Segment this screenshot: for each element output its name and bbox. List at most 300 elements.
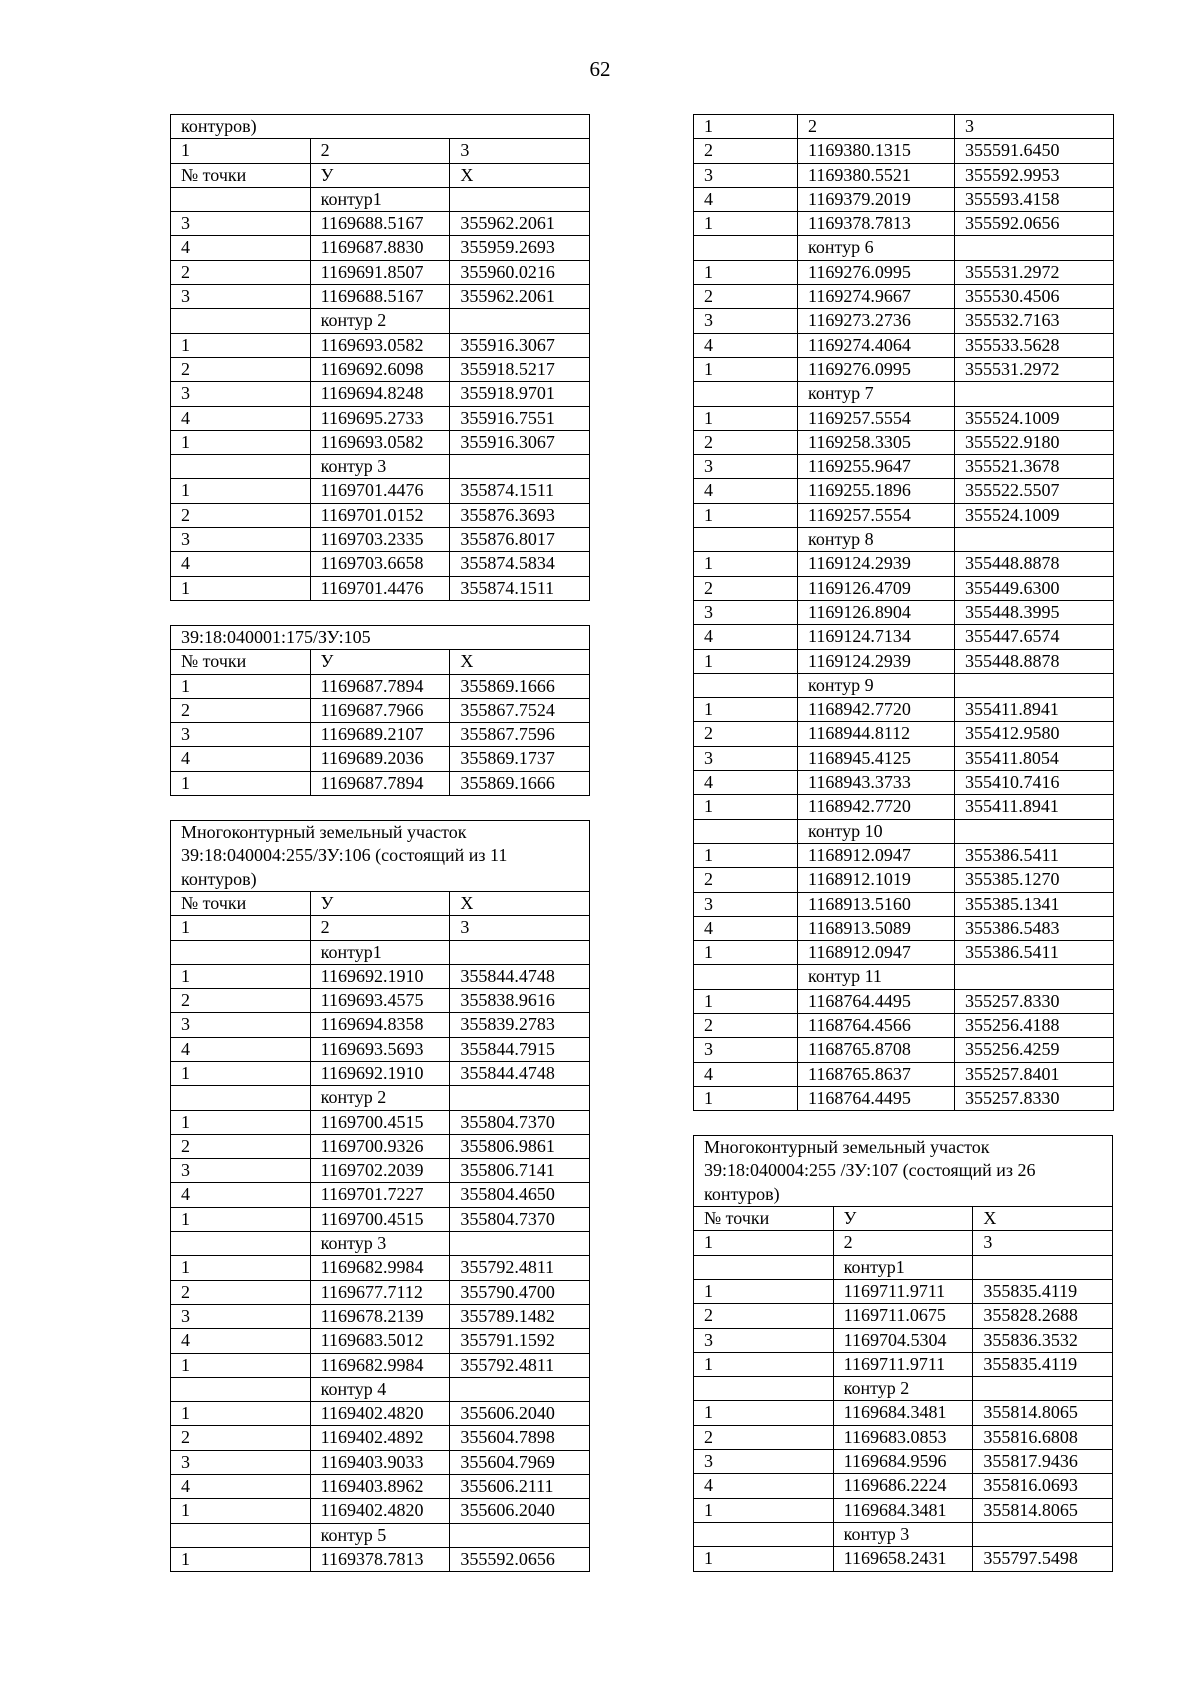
y-coordinate-cell: 1169701.0152 xyxy=(310,503,450,527)
table-row xyxy=(171,989,590,1013)
y-coordinate-cell: 1169276.0995 xyxy=(798,357,955,381)
point-number-cell: 4 xyxy=(171,406,311,430)
point-number-cell xyxy=(171,309,311,333)
point-number-cell xyxy=(171,940,311,964)
x-coordinate-cell: 355606.2111 xyxy=(450,1475,590,1499)
y-coordinate-cell: 2 xyxy=(310,139,450,163)
coordinates-table xyxy=(693,114,1114,1111)
table-row xyxy=(171,674,590,698)
table-row xyxy=(171,406,590,430)
point-number-cell: 2 xyxy=(171,989,311,1013)
y-coordinate-cell: 1169683.0853 xyxy=(833,1425,973,1449)
table-row xyxy=(694,333,1114,357)
point-number-cell: 1 xyxy=(694,406,798,430)
table-row xyxy=(694,795,1114,819)
table-row xyxy=(171,1134,590,1158)
point-number-cell: 4 xyxy=(694,1474,834,1498)
point-number-cell xyxy=(171,1086,311,1110)
table-row xyxy=(694,576,1114,600)
table-title: контуров) xyxy=(171,115,590,139)
table-title-row xyxy=(171,115,590,139)
point-number-cell xyxy=(694,236,798,260)
y-coordinate-cell: 1169701.4476 xyxy=(310,479,450,503)
y-coordinate-cell: 1169688.5167 xyxy=(310,212,450,236)
table-row xyxy=(171,723,590,747)
y-coordinate-cell: 1169124.2939 xyxy=(798,649,955,673)
point-number-cell: 1 xyxy=(171,1061,311,1085)
y-coordinate-cell: контур 10 xyxy=(798,819,955,843)
x-coordinate-cell xyxy=(955,236,1114,260)
point-number-cell: 3 xyxy=(171,1450,311,1474)
x-coordinate-cell: 355791.1592 xyxy=(450,1329,590,1353)
table-title: Многоконтурный земельный участок 39:18:040004:255 /ЗУ:107 (состоящий из 26 контуров) xyxy=(694,1136,1113,1207)
point-number-cell: № точки xyxy=(171,163,311,187)
x-coordinate-cell: 355836.3532 xyxy=(973,1328,1113,1352)
x-coordinate-cell: 355256.4188 xyxy=(955,1013,1114,1037)
x-coordinate-cell: 355411.8941 xyxy=(955,795,1114,819)
x-coordinate-cell xyxy=(955,382,1114,406)
point-number-cell: 3 xyxy=(171,1159,311,1183)
point-number-cell xyxy=(694,1522,834,1546)
x-coordinate-cell xyxy=(955,673,1114,697)
y-coordinate-cell: 1169687.7894 xyxy=(310,771,450,795)
table-row xyxy=(694,163,1114,187)
x-coordinate-cell xyxy=(973,1377,1113,1401)
coordinates-table xyxy=(693,1135,1113,1571)
y-coordinate-cell: 1169711.0675 xyxy=(833,1304,973,1328)
point-number-cell xyxy=(694,382,798,406)
table-row xyxy=(694,965,1114,989)
point-number-cell: 1 xyxy=(694,698,798,722)
table-row xyxy=(694,406,1114,430)
point-number-cell: 2 xyxy=(694,868,798,892)
y-coordinate-cell: 1169684.3481 xyxy=(833,1401,973,1425)
table-row xyxy=(694,941,1114,965)
y-coordinate-cell: 1169700.4515 xyxy=(310,1110,450,1134)
x-coordinate-cell: 355257.8330 xyxy=(955,989,1114,1013)
point-number-cell: 2 xyxy=(171,1426,311,1450)
y-coordinate-cell: 1169255.1896 xyxy=(798,479,955,503)
point-number-cell: 2 xyxy=(694,139,798,163)
x-coordinate-cell: 355522.9180 xyxy=(955,430,1114,454)
table-row xyxy=(694,503,1114,527)
point-number-cell: 1 xyxy=(694,552,798,576)
y-coordinate-cell: 1169687.7966 xyxy=(310,698,450,722)
x-coordinate-cell: 355792.4811 xyxy=(450,1256,590,1280)
table-row xyxy=(694,1013,1114,1037)
x-coordinate-cell: 355789.1482 xyxy=(450,1304,590,1328)
x-coordinate-cell xyxy=(973,1255,1113,1279)
x-coordinate-cell: 355918.5217 xyxy=(450,357,590,381)
y-coordinate-cell: 1168765.8637 xyxy=(798,1062,955,1086)
y-coordinate-cell: 1168912.1019 xyxy=(798,868,955,892)
y-coordinate-cell: контур 2 xyxy=(833,1377,973,1401)
y-coordinate-cell: 1169684.3481 xyxy=(833,1498,973,1522)
table-row xyxy=(694,1522,1113,1546)
table-row xyxy=(694,309,1114,333)
point-number-cell: 1 xyxy=(171,1547,311,1571)
y-coordinate-cell: 1169711.9711 xyxy=(833,1352,973,1376)
x-coordinate-cell: 355916.3067 xyxy=(450,430,590,454)
x-coordinate-cell xyxy=(955,819,1114,843)
point-number-cell: 4 xyxy=(171,552,311,576)
table-row xyxy=(694,771,1114,795)
y-coordinate-cell: 1169689.2107 xyxy=(310,723,450,747)
right-column xyxy=(693,114,1113,1572)
point-number-cell: 1 xyxy=(694,989,798,1013)
point-number-cell: 3 xyxy=(694,892,798,916)
y-coordinate-cell: 1169692.6098 xyxy=(310,357,450,381)
point-number-cell xyxy=(694,528,798,552)
table-row xyxy=(171,1475,590,1499)
table-row xyxy=(694,479,1114,503)
x-coordinate-cell xyxy=(450,1232,590,1256)
table-row xyxy=(171,1037,590,1061)
table-row xyxy=(694,1231,1113,1255)
y-coordinate-cell: 1169692.1910 xyxy=(310,964,450,988)
y-coordinate-cell: 1169682.9984 xyxy=(310,1353,450,1377)
table-row xyxy=(171,503,590,527)
y-coordinate-cell: контур 3 xyxy=(833,1522,973,1546)
x-coordinate-cell: 355817.9436 xyxy=(973,1450,1113,1474)
x-coordinate-cell: Х xyxy=(450,650,590,674)
table-title-row xyxy=(694,1136,1113,1207)
y-coordinate-cell: 1169691.8507 xyxy=(310,260,450,284)
x-coordinate-cell: 355533.5628 xyxy=(955,333,1114,357)
y-coordinate-cell: 1169695.2733 xyxy=(310,406,450,430)
table-row xyxy=(694,1255,1113,1279)
point-number-cell: 1 xyxy=(171,479,311,503)
point-number-cell: 3 xyxy=(171,285,311,309)
y-coordinate-cell: 1169380.1315 xyxy=(798,139,955,163)
table-row xyxy=(694,1086,1114,1110)
y-coordinate-cell: 1169688.5167 xyxy=(310,285,450,309)
x-coordinate-cell: 355876.3693 xyxy=(450,503,590,527)
table-row xyxy=(171,1523,590,1547)
x-coordinate-cell: 355844.7915 xyxy=(450,1037,590,1061)
x-coordinate-cell: 355806.7141 xyxy=(450,1159,590,1183)
y-coordinate-cell: 1168912.0947 xyxy=(798,843,955,867)
point-number-cell: 4 xyxy=(694,333,798,357)
point-number-cell: 2 xyxy=(694,285,798,309)
point-number-cell: 1 xyxy=(694,795,798,819)
point-number-cell: 4 xyxy=(171,747,311,771)
y-coordinate-cell: 1168945.4125 xyxy=(798,746,955,770)
y-coordinate-cell: 1169689.2036 xyxy=(310,747,450,771)
y-coordinate-cell: 2 xyxy=(310,916,450,940)
x-coordinate-cell: 355524.1009 xyxy=(955,406,1114,430)
y-coordinate-cell: 1168764.4566 xyxy=(798,1013,955,1037)
table-row xyxy=(171,1280,590,1304)
table-row xyxy=(171,1547,590,1571)
x-coordinate-cell: 355797.5498 xyxy=(973,1547,1113,1571)
table-row xyxy=(694,1207,1113,1231)
table-row xyxy=(171,940,590,964)
x-coordinate-cell: 355606.2040 xyxy=(450,1499,590,1523)
y-coordinate-cell: контур 4 xyxy=(310,1377,450,1401)
x-coordinate-cell: 355874.5834 xyxy=(450,552,590,576)
x-coordinate-cell: 355592.9953 xyxy=(955,163,1114,187)
y-coordinate-cell: 1169693.5693 xyxy=(310,1037,450,1061)
point-number-cell: 1 xyxy=(694,357,798,381)
x-coordinate-cell: 355448.8878 xyxy=(955,552,1114,576)
x-coordinate-cell: 355874.1511 xyxy=(450,576,590,600)
x-coordinate-cell: 355591.6450 xyxy=(955,139,1114,163)
y-coordinate-cell: 1168765.8708 xyxy=(798,1038,955,1062)
table-row xyxy=(171,576,590,600)
point-number-cell: 2 xyxy=(694,722,798,746)
point-number-cell: 1 xyxy=(694,212,798,236)
y-coordinate-cell: контур1 xyxy=(310,940,450,964)
y-coordinate-cell: 1169378.7813 xyxy=(310,1547,450,1571)
table-row xyxy=(171,139,590,163)
y-coordinate-cell: 1169694.8358 xyxy=(310,1013,450,1037)
y-coordinate-cell: 1169686.2224 xyxy=(833,1474,973,1498)
y-coordinate-cell: 1169257.5554 xyxy=(798,503,955,527)
x-coordinate-cell: 355835.4119 xyxy=(973,1279,1113,1303)
x-coordinate-cell: 3 xyxy=(450,916,590,940)
y-coordinate-cell: 1169692.1910 xyxy=(310,1061,450,1085)
x-coordinate-cell: 355412.9580 xyxy=(955,722,1114,746)
point-number-cell: 4 xyxy=(694,771,798,795)
x-coordinate-cell: 355844.4748 xyxy=(450,964,590,988)
table-row xyxy=(694,1498,1113,1522)
y-coordinate-cell: 1169255.9647 xyxy=(798,455,955,479)
x-coordinate-cell: 355867.7596 xyxy=(450,723,590,747)
table-row xyxy=(171,1159,590,1183)
x-coordinate-cell: 355916.7551 xyxy=(450,406,590,430)
y-coordinate-cell: 1169403.8962 xyxy=(310,1475,450,1499)
x-coordinate-cell: 355816.6808 xyxy=(973,1425,1113,1449)
table-title: Многоконтурный земельный участок 39:18:040004:255/ЗУ:106 (состоящий из 11 контуров) xyxy=(171,821,590,892)
point-number-cell: 3 xyxy=(171,382,311,406)
table-row xyxy=(694,430,1114,454)
y-coordinate-cell: контур 2 xyxy=(310,1086,450,1110)
table-row xyxy=(171,1353,590,1377)
y-coordinate-cell: 1169694.8248 xyxy=(310,382,450,406)
y-coordinate-cell: 1169126.8904 xyxy=(798,600,955,624)
point-number-cell: 1 xyxy=(171,139,311,163)
y-coordinate-cell: 1169274.9667 xyxy=(798,285,955,309)
x-coordinate-cell: 355532.7163 xyxy=(955,309,1114,333)
table-row xyxy=(171,1110,590,1134)
table-row xyxy=(171,479,590,503)
x-coordinate-cell: 355916.3067 xyxy=(450,333,590,357)
point-number-cell xyxy=(171,455,311,479)
point-number-cell: 4 xyxy=(694,479,798,503)
x-coordinate-cell: 355804.7370 xyxy=(450,1207,590,1231)
point-number-cell: 1 xyxy=(171,576,311,600)
table-row xyxy=(171,698,590,722)
y-coordinate-cell: 1169402.4820 xyxy=(310,1499,450,1523)
y-coordinate-cell: контур 9 xyxy=(798,673,955,697)
y-coordinate-cell: 1169687.8830 xyxy=(310,236,450,260)
point-number-cell: 1 xyxy=(171,916,311,940)
y-coordinate-cell: 1169701.4476 xyxy=(310,576,450,600)
table-row xyxy=(171,1207,590,1231)
point-number-cell: 1 xyxy=(171,1353,311,1377)
table-row xyxy=(694,1304,1113,1328)
point-number-cell: 1 xyxy=(171,771,311,795)
table-row xyxy=(694,1352,1113,1376)
y-coordinate-cell: 1169276.0995 xyxy=(798,260,955,284)
x-coordinate-cell xyxy=(450,187,590,211)
point-number-cell: 3 xyxy=(171,1013,311,1037)
y-coordinate-cell: контур 8 xyxy=(798,528,955,552)
x-coordinate-cell: 355522.5507 xyxy=(955,479,1114,503)
table-row xyxy=(171,1256,590,1280)
y-coordinate-cell: 1168944.8112 xyxy=(798,722,955,746)
table-row xyxy=(694,649,1114,673)
point-number-cell xyxy=(694,965,798,989)
x-coordinate-cell: 355838.9616 xyxy=(450,989,590,1013)
x-coordinate-cell: 355385.1341 xyxy=(955,892,1114,916)
y-coordinate-cell: 1169678.2139 xyxy=(310,1304,450,1328)
y-coordinate-cell: контур 3 xyxy=(310,1232,450,1256)
y-coordinate-cell: У xyxy=(833,1207,973,1231)
table-row xyxy=(171,1450,590,1474)
point-number-cell: 3 xyxy=(171,212,311,236)
table-row xyxy=(171,891,590,915)
table-row xyxy=(171,771,590,795)
y-coordinate-cell: 1169701.7227 xyxy=(310,1183,450,1207)
x-coordinate-cell: 355814.8065 xyxy=(973,1498,1113,1522)
x-coordinate-cell xyxy=(450,455,590,479)
x-coordinate-cell: 355869.1737 xyxy=(450,747,590,771)
table-row xyxy=(171,163,590,187)
table-row xyxy=(694,1328,1113,1352)
point-number-cell: 1 xyxy=(694,843,798,867)
y-coordinate-cell: 1169403.9033 xyxy=(310,1450,450,1474)
x-coordinate-cell: 355524.1009 xyxy=(955,503,1114,527)
point-number-cell: 4 xyxy=(171,1475,311,1499)
table-row xyxy=(171,187,590,211)
y-coordinate-cell: контур1 xyxy=(310,187,450,211)
table-row xyxy=(694,843,1114,867)
point-number-cell: 2 xyxy=(694,1013,798,1037)
y-coordinate-cell: 1169273.2736 xyxy=(798,309,955,333)
x-coordinate-cell xyxy=(450,1523,590,1547)
y-coordinate-cell: 1168942.7720 xyxy=(798,795,955,819)
point-number-cell: 2 xyxy=(171,503,311,527)
table-row xyxy=(171,1377,590,1401)
point-number-cell: 2 xyxy=(171,357,311,381)
x-coordinate-cell: 355867.7524 xyxy=(450,698,590,722)
y-coordinate-cell: 1169703.6658 xyxy=(310,552,450,576)
y-coordinate-cell: У xyxy=(310,163,450,187)
table-row xyxy=(694,1425,1113,1449)
x-coordinate-cell: 355448.3995 xyxy=(955,600,1114,624)
point-number-cell: 3 xyxy=(171,1304,311,1328)
x-coordinate-cell: 355804.7370 xyxy=(450,1110,590,1134)
y-coordinate-cell: 1169124.2939 xyxy=(798,552,955,576)
x-coordinate-cell: 355869.1666 xyxy=(450,771,590,795)
table-row xyxy=(694,455,1114,479)
point-number-cell xyxy=(171,1377,311,1401)
x-coordinate-cell xyxy=(955,965,1114,989)
point-number-cell: 2 xyxy=(171,698,311,722)
point-number-cell: 1 xyxy=(694,260,798,284)
x-coordinate-cell: 3 xyxy=(973,1231,1113,1255)
x-coordinate-cell: 355410.7416 xyxy=(955,771,1114,795)
point-number-cell: 2 xyxy=(694,1304,834,1328)
x-coordinate-cell: 355592.0656 xyxy=(955,212,1114,236)
x-coordinate-cell: 355918.9701 xyxy=(450,382,590,406)
x-coordinate-cell xyxy=(973,1522,1113,1546)
coordinates-table xyxy=(170,114,590,601)
table-row xyxy=(171,382,590,406)
point-number-cell: 1 xyxy=(694,1086,798,1110)
x-coordinate-cell: 355448.8878 xyxy=(955,649,1114,673)
table-row xyxy=(694,1038,1114,1062)
table-row xyxy=(171,916,590,940)
table-row xyxy=(171,285,590,309)
point-number-cell xyxy=(694,1255,834,1279)
x-coordinate-cell: 355792.4811 xyxy=(450,1353,590,1377)
point-number-cell: 1 xyxy=(694,1279,834,1303)
table-row xyxy=(171,212,590,236)
point-number-cell: 1 xyxy=(171,1402,311,1426)
point-number-cell xyxy=(171,187,311,211)
table-row xyxy=(694,1377,1113,1401)
point-number-cell: 4 xyxy=(171,1183,311,1207)
table-row xyxy=(171,430,590,454)
y-coordinate-cell: 1168912.0947 xyxy=(798,941,955,965)
point-number-cell xyxy=(694,673,798,697)
x-coordinate-cell: 355959.2693 xyxy=(450,236,590,260)
x-coordinate-cell: 355386.5411 xyxy=(955,941,1114,965)
table-row xyxy=(694,212,1114,236)
table-row xyxy=(171,1499,590,1523)
x-coordinate-cell: 3 xyxy=(450,139,590,163)
point-number-cell: 2 xyxy=(694,576,798,600)
x-coordinate-cell: 355386.5483 xyxy=(955,916,1114,940)
x-coordinate-cell: 355257.8330 xyxy=(955,1086,1114,1110)
coordinates-table xyxy=(170,820,590,1572)
point-number-cell: № точки xyxy=(171,891,311,915)
point-number-cell: 4 xyxy=(694,1062,798,1086)
table-title-row xyxy=(171,821,590,892)
x-coordinate-cell: Х xyxy=(973,1207,1113,1231)
table-row xyxy=(171,309,590,333)
x-coordinate-cell: 355814.8065 xyxy=(973,1401,1113,1425)
y-coordinate-cell: контур 6 xyxy=(798,236,955,260)
point-number-cell xyxy=(694,1377,834,1401)
x-coordinate-cell: 3 xyxy=(955,115,1114,139)
table-row xyxy=(694,673,1114,697)
y-coordinate-cell: 1169683.5012 xyxy=(310,1329,450,1353)
table-row xyxy=(171,455,590,479)
table-row xyxy=(694,115,1114,139)
y-coordinate-cell: 1169677.7112 xyxy=(310,1280,450,1304)
x-coordinate-cell: 355530.4506 xyxy=(955,285,1114,309)
point-number-cell: 1 xyxy=(694,1231,834,1255)
y-coordinate-cell: 1169700.9326 xyxy=(310,1134,450,1158)
x-coordinate-cell xyxy=(955,528,1114,552)
table-row xyxy=(694,285,1114,309)
table-row xyxy=(171,528,590,552)
table-row xyxy=(171,1304,590,1328)
table-row xyxy=(694,357,1114,381)
table-row xyxy=(171,333,590,357)
point-number-cell: 1 xyxy=(171,430,311,454)
x-coordinate-cell xyxy=(450,1086,590,1110)
table-row xyxy=(694,139,1114,163)
x-coordinate-cell: 355385.1270 xyxy=(955,868,1114,892)
y-coordinate-cell: 1169658.2431 xyxy=(833,1547,973,1571)
y-coordinate-cell: 1168913.5160 xyxy=(798,892,955,916)
y-coordinate-cell: 1169703.2335 xyxy=(310,528,450,552)
